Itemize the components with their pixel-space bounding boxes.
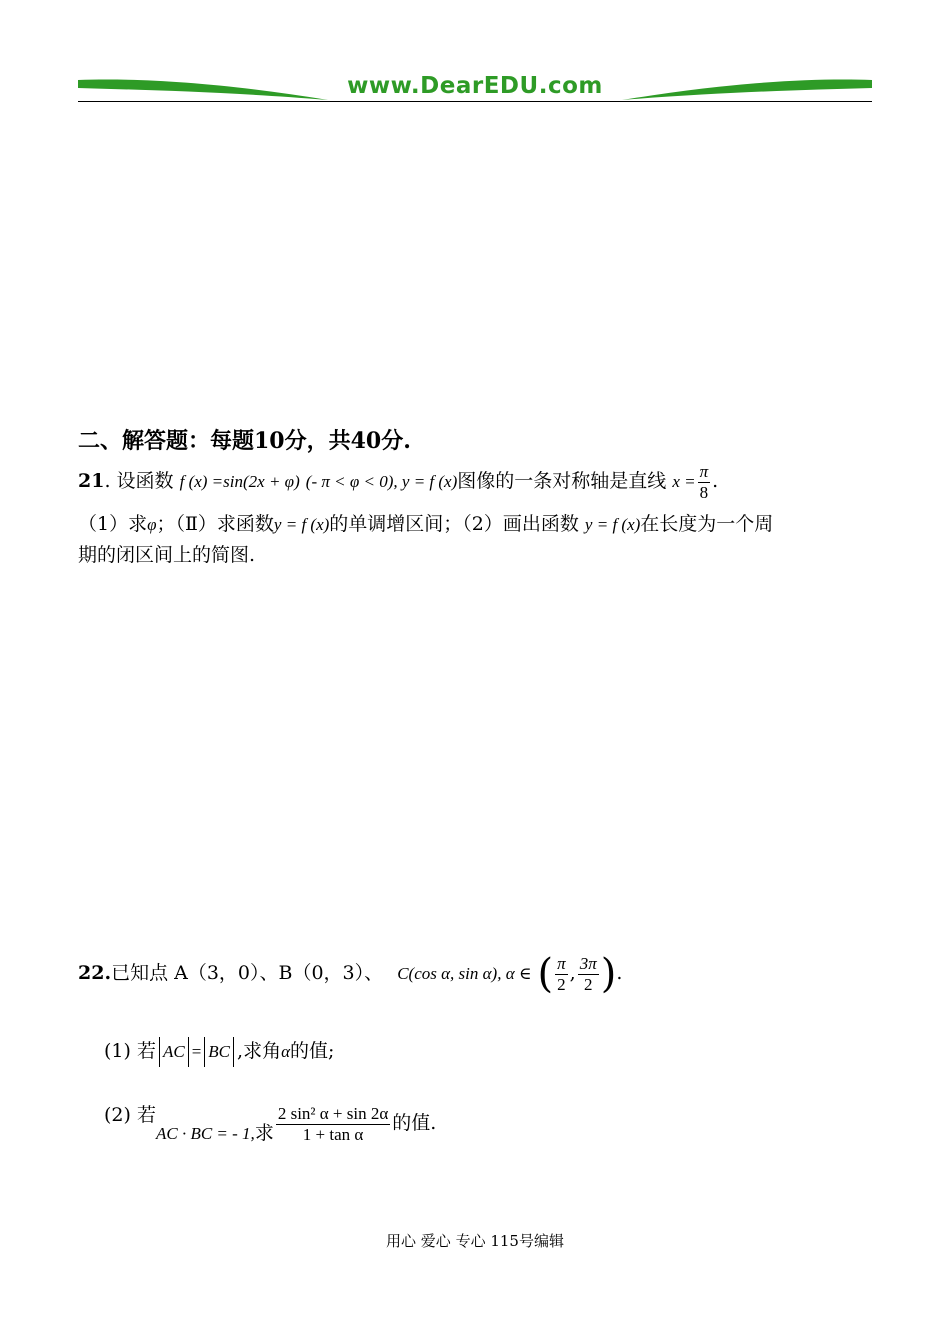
q22-frac2-num: 3π [579, 954, 597, 973]
q22-sub1 [104, 1036, 334, 1067]
q21-part2-tail: 在长度为一个周 [640, 513, 774, 535]
q22-sub2-label: (2) 若 [104, 1104, 156, 1126]
q21-axis-fraction [698, 462, 711, 502]
q22-alpha: α [281, 1042, 291, 1061]
abs-bar-icon [204, 1037, 205, 1067]
q21-number: 21 [78, 470, 105, 493]
abs-bar-icon [188, 1037, 189, 1067]
q22-frac3-num: 2 sin² α + sin 2α [277, 1103, 389, 1123]
q22-line1 [78, 951, 623, 998]
q22-frac1 [555, 954, 568, 994]
q21-axis-den: 8 [699, 482, 709, 502]
q21-func-def: f (x) =sin(2x + φ) [179, 472, 300, 492]
q21-part1-tail: 的单调增区间；（2）画出函数 [329, 513, 579, 535]
q21-yfx: y = f (x) [273, 515, 330, 534]
q22-intro: 已知点 A（3，0）、B（0，3）、 [111, 962, 384, 985]
section-title: 二、解答题：每题10分，共40分. [78, 428, 411, 454]
q22-point-c: C(cos α, sin α), α ∈ [397, 964, 532, 984]
q21-yfx2: y = f (x) [584, 515, 641, 534]
q22-comma: , [569, 962, 576, 985]
q22-end: . [616, 962, 623, 985]
q22-frac1-num: π [557, 954, 566, 973]
site-header [78, 70, 872, 106]
q22-ac: AC [162, 1042, 185, 1061]
q22-sub2 [104, 1100, 436, 1145]
q22-frac2-den: 2 [583, 974, 593, 994]
q22-number: 22. [78, 962, 112, 985]
q21-intro: . 设函数 [104, 470, 174, 493]
q21-end: . [712, 470, 719, 493]
q22-eq: = [191, 1042, 202, 1061]
q22-frac1-den: 2 [557, 974, 566, 994]
q21-line2 [78, 509, 773, 536]
q22-lparen: ( [537, 951, 554, 998]
q22-sub2-mid: 求 [254, 1122, 274, 1144]
q22-bc: BC [208, 1042, 231, 1061]
q21-constraint: (- π < φ < 0), y = f (x) [305, 472, 458, 492]
q21-mid-text: 图像的一条对称轴是直线 [457, 470, 667, 493]
q22-frac3-den: 1 + tan α [302, 1124, 364, 1144]
q22-frac3 [276, 1104, 390, 1144]
q21-axis-lhs: x = [672, 472, 696, 492]
abs-bar-icon [233, 1037, 234, 1067]
header-divider [78, 101, 872, 102]
site-logo-text: www.DearEDU.com [347, 73, 603, 99]
abs-bar-icon [159, 1037, 160, 1067]
q21-line1 [78, 462, 718, 502]
q22-sub1-end: 的值; [290, 1040, 335, 1062]
q22-frac2 [578, 954, 599, 994]
q22-sub1-label: (1) 若 [104, 1040, 156, 1062]
q22-sub2-end: 的值. [392, 1112, 437, 1134]
q21-part1-sep: ；（Ⅱ）求函数 [156, 513, 274, 535]
q22-rparen: ) [600, 951, 617, 998]
q22-sub1-tail: ,求角 [237, 1040, 282, 1062]
footer-text: 用心 爱心 专心 115号编辑 [386, 1232, 564, 1250]
q21-axis-num: π [699, 462, 709, 481]
q22-dot-expr: AC · BC = - 1, [155, 1124, 255, 1143]
q21-phi: φ [147, 515, 157, 534]
q21-line3: 期的闭区间上的简图. [78, 544, 256, 566]
q21-part1-label: （1）求 [78, 513, 148, 535]
